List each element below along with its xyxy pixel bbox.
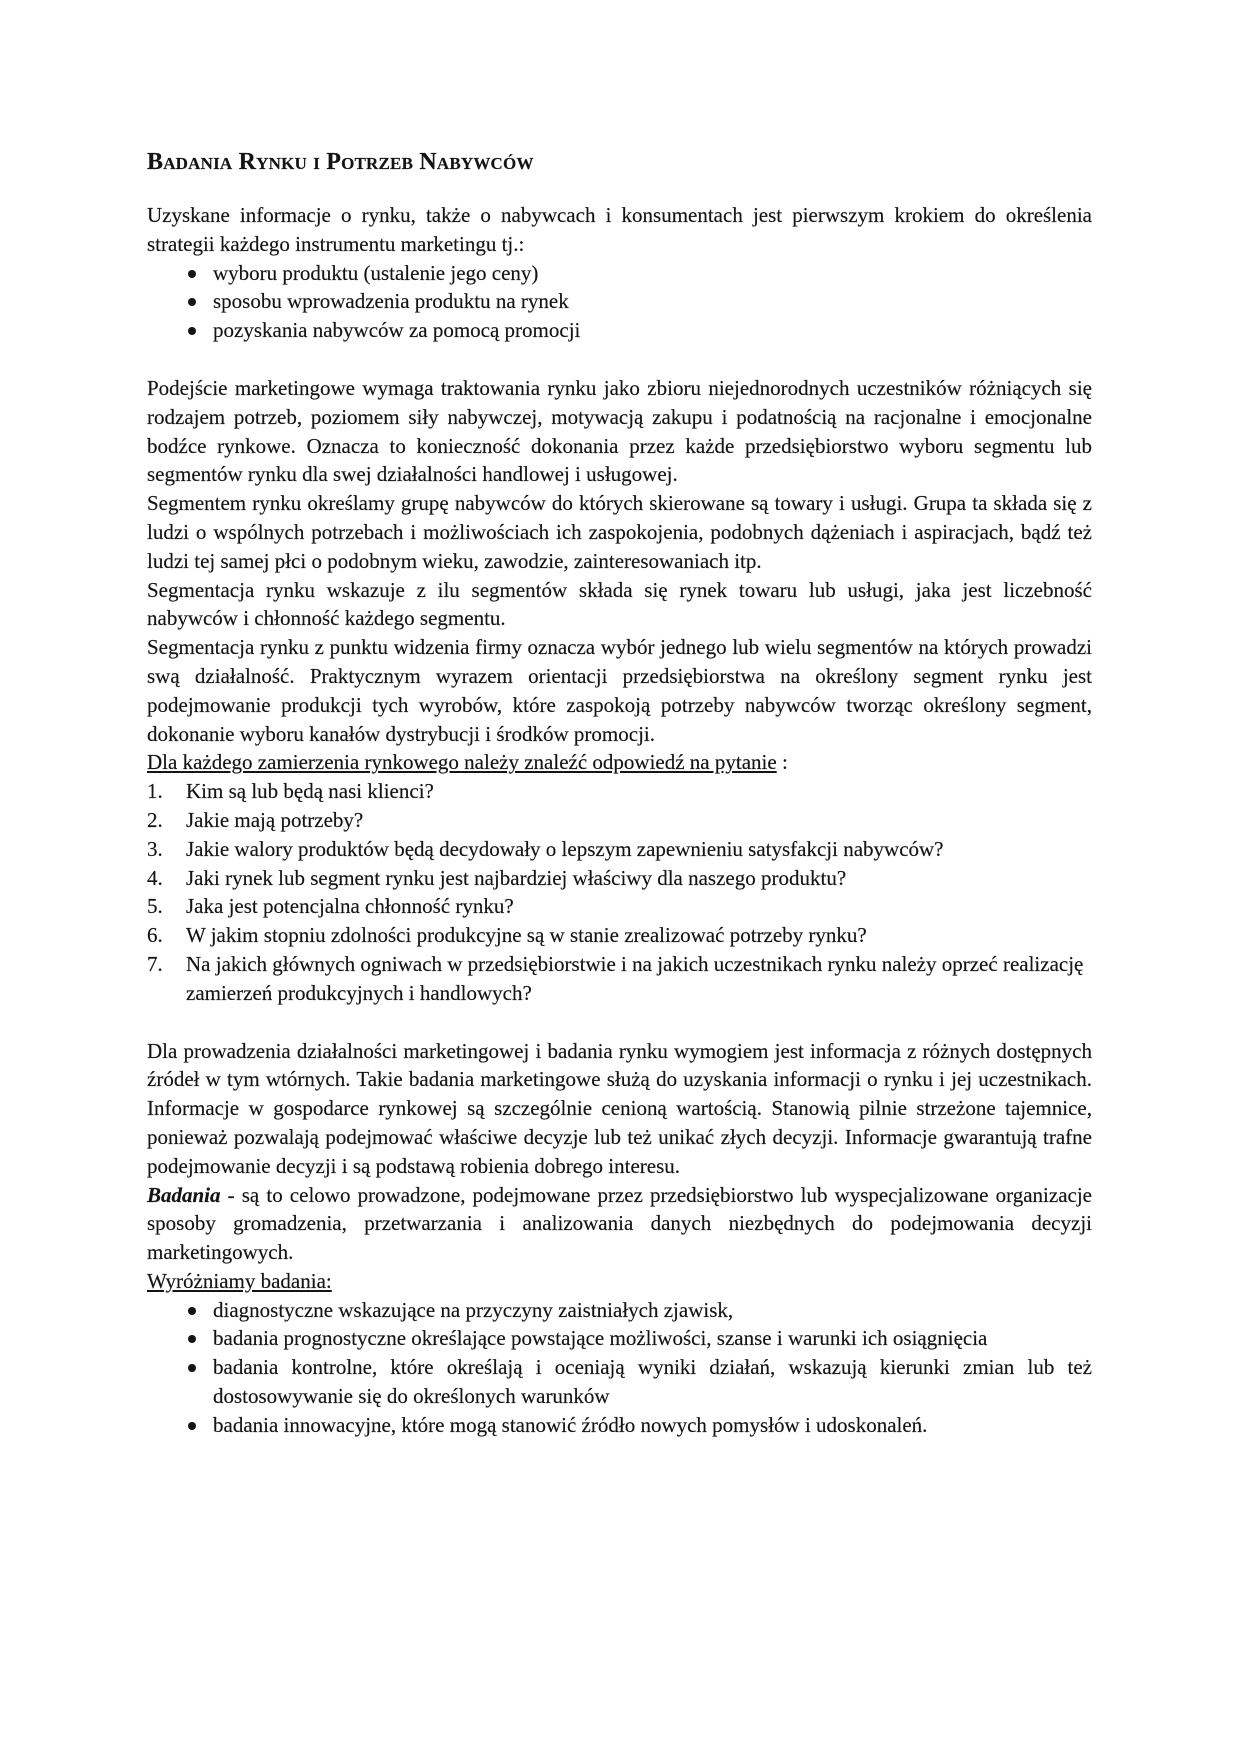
spacer bbox=[147, 1008, 1092, 1037]
body-paragraph: Podejście marketingowe wymaga traktowania rynku jako zbioru niejednorodnych uczestników różniących się rodzajem potrzeb, poziomem siły nabywczej, motywacją zakupu i podatnością na racjonalne i emocjonalne bodźce rynkowe. Oznacza to konieczność dokonania przez każde przedsiębiorstwo wyboru segmentu lub segmentów rynku dla swej działalności handlowej i usługowej. bbox=[147, 375, 1092, 487]
bullet-icon bbox=[188, 1422, 196, 1430]
questions-heading: Dla każdego zamierzenia rynkowego należy znaleźć odpowiedź na pytanie : bbox=[147, 750, 788, 775]
list-item: badania innowacyjne, które mogą stanowić źródło nowych pomysłów i udoskonaleń. bbox=[147, 1411, 1092, 1440]
list-item: badania kontrolne, które określają i oceniają wyniki działań, wskazują kierunki zmian lub też dostosowywanie się do określonych warunków bbox=[147, 1353, 1092, 1411]
document-title: Badania Rynku i Potrzeb Nabywców bbox=[147, 149, 534, 175]
definition-term: Badania bbox=[147, 1182, 221, 1207]
intro-paragraph: Uzyskane informacje o rynku, także o nabywcach i konsumentach jest pierwszym krokiem do określenia strategii każdego instrumentu marketingu tj.: bbox=[147, 203, 1092, 256]
list-item: pozyskania nabywców za pomocą promocji bbox=[147, 316, 1092, 345]
list-item: 4. Jaki rynek lub segment rynku jest najbardziej właściwy dla naszego produktu? bbox=[147, 865, 847, 890]
body-paragraph: Segmentacja rynku z punktu widzenia firmy oznacza wybór jednego lub wielu segmentów na których prowadzi swą działalność. Praktycznym wyrazem orientacji przedsiębiorstwa na określony segment rynku jest podejmowanie produkcji tych wyrobów, które zaspokoją potrzeby nabywców tworząc określony segment, dokonanie wyboru kanałów dystrybucji i środków promocji. bbox=[147, 635, 1092, 746]
bullet-icon bbox=[188, 1335, 196, 1343]
list-item: 7. Na jakich głównych ogniwach w przedsiębiorstwie i na jakich uczestnikach rynku należy oprzeć realizację zamierzeń produkcyjnych i handlowych? bbox=[147, 951, 1084, 1005]
list-item: 1. Kim są lub będą nasi klienci? bbox=[147, 779, 434, 804]
bullet-icon bbox=[188, 298, 196, 306]
bullet-icon bbox=[188, 1364, 196, 1372]
bullet-icon bbox=[188, 1307, 196, 1315]
list-item: wyboru produktu (ustalenie jego ceny) bbox=[147, 259, 1092, 288]
types-bullet-list bbox=[147, 1296, 1092, 1440]
list-item: 6. W jakim stopniu zdolności produkcyjne są w stanie zrealizować potrzeby rynku? bbox=[147, 923, 867, 948]
list-item: badania prognostyczne określające powstające możliwości, szanse i warunki ich osiągnięcia bbox=[147, 1324, 1092, 1353]
document-page bbox=[147, 148, 1092, 1440]
bullet-icon bbox=[188, 270, 196, 278]
intro-bullet-list bbox=[147, 259, 1092, 345]
questions-list bbox=[147, 777, 1092, 1007]
info-paragraph: Dla prowadzenia działalności marketingowej i badania rynku wymogiem jest informacja z różnych dostępnych źródeł w tym wtórnych. Takie badania marketingowe służą do uzyskania informacji o rynku i jej uczestnikach. Informacje w gospodarce rynkowej są szczególnie cenioną wartością. Stanowią pilnie strzeżone tajemnice, ponieważ pozwalają podejmować właściwe decyzje lub też unikać złych decyzji. Informacje gwarantują trafne podejmowanie decyzji i są podstawą robienia dobrego interesu. bbox=[147, 1038, 1092, 1178]
body-paragraph: Segmentem rynku określamy grupę nabywców do których skierowane są towary i usługi. Grupa ta składa się z ludzi o wspólnych potrzebach i możliwościach ich zaspokojenia, podobnych dążeniach i aspiracjach, bądź też ludzi tej samej płci o podobnym wieku, zawodzie, zainteresowaniach itp. bbox=[147, 491, 1092, 573]
definition-paragraph: Badania - są to celowo prowadzone, podejmowane przez przedsiębiorstwo lub wyspecjalizowane organizacje sposoby gromadzenia, przetwarzania i analizowania danych niezbędnych do podejmowania decyzji marketingowych. bbox=[147, 1182, 1092, 1265]
list-item: sposobu wprowadzenia produktu na rynek bbox=[147, 287, 1092, 316]
spacer bbox=[147, 345, 1092, 374]
list-item: 5. Jaka jest potencjalna chłonność rynku? bbox=[147, 894, 514, 919]
list-item: 2. Jakie mają potrzeby? bbox=[147, 807, 364, 832]
list-item: diagnostyczne wskazujące na przyczyny zaistniałych zjawisk, bbox=[147, 1296, 1092, 1325]
body-paragraph: Segmentacja rynku wskazuje z ilu segmentów składa się rynek towaru lub usługi, jaka jest liczebność nabywców i chłonność każdego segmentu. bbox=[147, 577, 1092, 631]
list-item: 3. Jakie walory produktów będą decydowały o lepszym zapewnieniu satysfakcji nabywców? bbox=[147, 836, 944, 861]
types-heading: Wyróżniamy badania: bbox=[147, 1268, 332, 1293]
bullet-icon bbox=[188, 327, 196, 335]
